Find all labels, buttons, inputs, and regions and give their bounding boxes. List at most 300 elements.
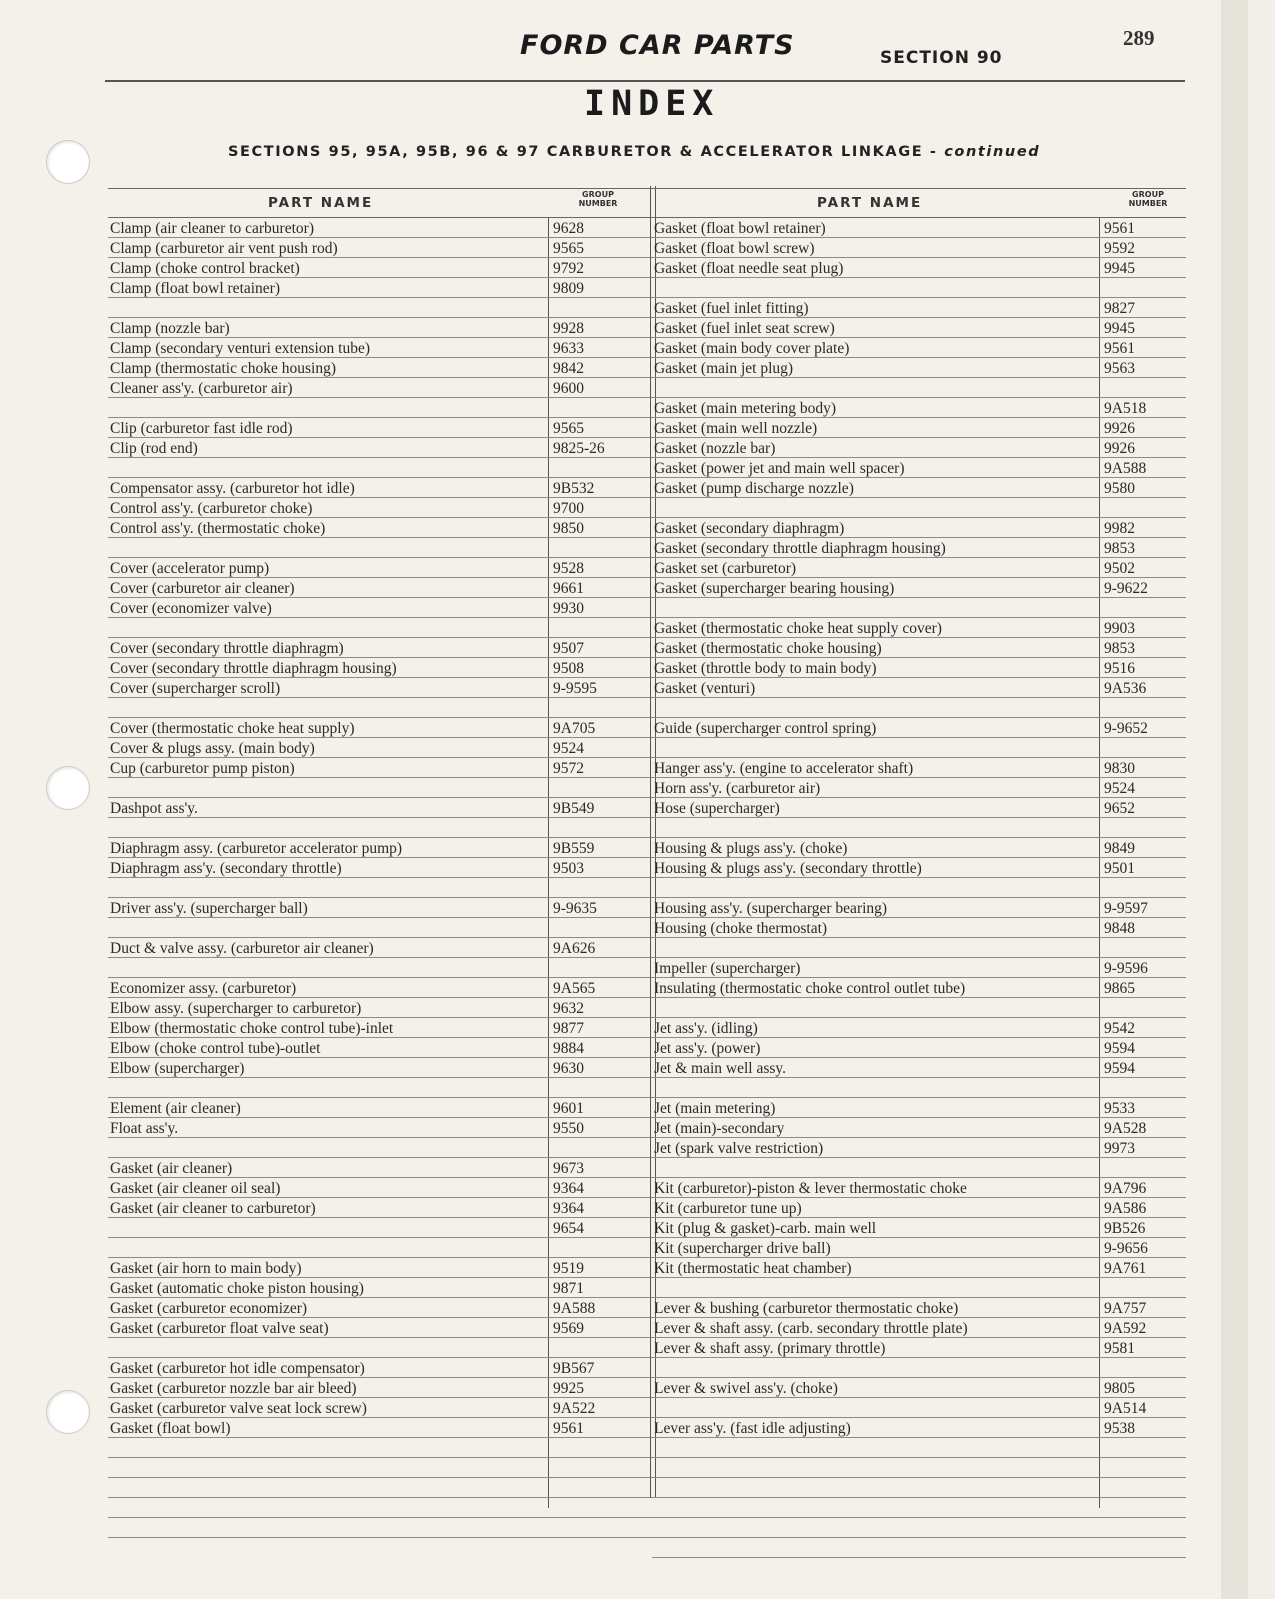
table-row	[108, 678, 652, 698]
table-row	[652, 758, 1186, 778]
binder-hole-middle	[46, 766, 90, 810]
table-row	[108, 318, 652, 338]
group-number: 9654	[553, 1220, 584, 1237]
group-number: 9805	[1104, 1380, 1135, 1397]
part-name: Kit (carburetor tune up)	[654, 1200, 802, 1217]
table-row	[652, 378, 1186, 398]
part-name: Clip (rod end)	[110, 440, 198, 457]
part-name: Cover (secondary throttle diaphragm housing)	[110, 660, 397, 677]
table-row	[652, 1138, 1186, 1158]
table-row	[652, 1158, 1186, 1178]
table-row	[108, 578, 652, 598]
table-row	[652, 1338, 1186, 1358]
left-column-header	[108, 189, 652, 218]
group-number: 9848	[1104, 920, 1135, 937]
table-row	[652, 1118, 1186, 1138]
part-name: Diaphragm ass'y. (secondary throttle)	[110, 860, 342, 877]
table-row	[652, 958, 1186, 978]
group-number: 9A514	[1104, 1400, 1147, 1417]
part-name: Driver ass'y. (supercharger ball)	[110, 900, 308, 917]
table-row	[108, 338, 652, 358]
group-number: 9630	[553, 1060, 584, 1077]
part-name: Housing & plugs ass'y. (secondary throttle)	[654, 860, 922, 877]
group-number: 9945	[1104, 320, 1135, 337]
part-name: Gasket (carburetor economizer)	[110, 1300, 308, 1317]
group-number: 9792	[553, 260, 584, 277]
group-number: 9501	[1104, 860, 1135, 877]
group-number: 9A528	[1104, 1120, 1147, 1137]
part-name: Gasket (fuel inlet seat screw)	[654, 320, 835, 337]
part-name: Insulating (thermostatic choke control outlet tube)	[654, 980, 966, 997]
section-subtitle	[228, 144, 1108, 160]
part-name: Elbow assy. (supercharger to carburetor)	[110, 1000, 362, 1017]
table-row	[652, 278, 1186, 298]
table-row	[652, 678, 1186, 698]
part-name: Lever & shaft assy. (primary throttle)	[654, 1340, 886, 1357]
part-name: Impeller (supercharger)	[654, 960, 801, 977]
table-row	[652, 478, 1186, 498]
table-row	[108, 558, 652, 578]
group-number: 9565	[553, 240, 584, 257]
group-number: 9A518	[1104, 400, 1147, 417]
group-number: 9600	[553, 380, 584, 397]
table-row	[108, 478, 652, 498]
part-name: Gasket (air cleaner)	[110, 1160, 233, 1177]
part-name: Gasket (carburetor nozzle bar air bleed)	[110, 1380, 357, 1397]
table-row	[652, 698, 1186, 718]
table-row	[108, 1138, 652, 1158]
table-row	[652, 618, 1186, 638]
table-row	[652, 1298, 1186, 1318]
binder-hole-bottom	[46, 1390, 90, 1434]
part-name: Gasket (automatic choke piston housing)	[110, 1280, 364, 1297]
table-row	[108, 718, 652, 738]
group-number: 9A761	[1104, 1260, 1147, 1277]
group-number: 9524	[553, 740, 584, 757]
group-number: 9A588	[553, 1300, 596, 1317]
group-number: 9-9656	[1104, 1240, 1148, 1257]
group-number: 9561	[1104, 220, 1135, 237]
part-name: Gasket (fuel inlet fitting)	[654, 300, 809, 317]
group-number: 9561	[1104, 340, 1135, 357]
group-number: 9A522	[553, 1400, 596, 1417]
part-name: Housing (choke thermostat)	[654, 920, 828, 937]
part-name: Gasket (secondary diaphragm)	[654, 520, 845, 537]
table-row	[652, 658, 1186, 678]
group-number: 9B549	[553, 800, 595, 817]
part-name: Lever & shaft assy. (carb. secondary throttle plate)	[654, 1320, 968, 1337]
table-row	[108, 218, 652, 238]
part-name: Kit (carburetor)-piston & lever thermostatic choke	[654, 1180, 967, 1197]
table-row	[108, 498, 652, 518]
part-name: Elbow (supercharger)	[110, 1060, 245, 1077]
part-name: Clamp (choke control bracket)	[110, 260, 300, 277]
group-number: 9925	[553, 1380, 584, 1397]
part-name: Clamp (carburetor air vent push rod)	[110, 240, 338, 257]
table-row	[652, 1038, 1186, 1058]
table-row	[652, 398, 1186, 418]
part-name: Gasket (air cleaner oil seal)	[110, 1180, 281, 1197]
part-name: Gasket (thermostatic choke housing)	[654, 640, 882, 657]
part-name: Gasket (air cleaner to carburetor)	[110, 1200, 316, 1217]
group-number: 9632	[553, 1000, 584, 1017]
group-number: 9594	[1104, 1040, 1135, 1057]
group-number: 9673	[553, 1160, 584, 1177]
table-row	[108, 838, 652, 858]
group-number: 9524	[1104, 780, 1135, 797]
group-number: 9A536	[1104, 680, 1147, 697]
table-row	[652, 258, 1186, 278]
table-row	[652, 1098, 1186, 1118]
table-row	[108, 1178, 652, 1198]
table-row	[108, 1198, 652, 1218]
table-row	[652, 1418, 1186, 1438]
table-row	[652, 1478, 1186, 1498]
part-name: Clamp (secondary venturi extension tube)	[110, 340, 370, 357]
group-number: 9533	[1104, 1100, 1135, 1117]
table-row	[108, 1118, 652, 1138]
group-number: 9563	[1104, 360, 1135, 377]
table-row	[108, 738, 652, 758]
group-number: 9A565	[553, 980, 596, 997]
table-row	[108, 1278, 652, 1298]
table-row	[652, 1398, 1186, 1418]
table-row	[108, 458, 652, 478]
group-number: 9503	[553, 860, 584, 877]
part-name: Gasket (carburetor float valve seat)	[110, 1320, 329, 1337]
table-row	[652, 1178, 1186, 1198]
part-name: Lever & swivel ass'y. (choke)	[654, 1380, 838, 1397]
group-number: 9982	[1104, 520, 1135, 537]
table-row	[652, 1258, 1186, 1278]
table-row	[108, 1218, 652, 1238]
group-number: 9601	[553, 1100, 584, 1117]
section-label: SECTION 90	[880, 48, 1003, 68]
table-row	[108, 518, 652, 538]
table-row	[652, 418, 1186, 438]
group-number: 9A592	[1104, 1320, 1147, 1337]
table-row	[652, 1238, 1186, 1258]
group-number: 9928	[553, 320, 584, 337]
part-name: Gasket set (carburetor)	[654, 560, 797, 577]
table-row	[652, 318, 1186, 338]
table-row	[652, 898, 1186, 918]
table-row	[108, 978, 652, 998]
part-name: Gasket (carburetor hot idle compensator)	[110, 1360, 365, 1377]
group-number: 9519	[553, 1260, 584, 1277]
part-name: Gasket (nozzle bar)	[654, 440, 776, 457]
part-name: Cover (supercharger scroll)	[110, 680, 281, 697]
table-row	[652, 838, 1186, 858]
table-row	[108, 858, 652, 878]
part-name: Housing & plugs ass'y. (choke)	[654, 840, 848, 857]
table-row	[652, 598, 1186, 618]
group-number: 9565	[553, 420, 584, 437]
table-row	[108, 1158, 652, 1178]
part-name: Cover (secondary throttle diaphragm)	[110, 640, 344, 657]
group-number: 9550	[553, 1120, 584, 1137]
group-number: 9502	[1104, 560, 1135, 577]
table-row	[108, 598, 652, 618]
table-row	[108, 1098, 652, 1118]
part-name: Clamp (nozzle bar)	[110, 320, 230, 337]
part-name: Gasket (carburetor valve seat lock screw)	[110, 1400, 367, 1417]
part-name: Cover (accelerator pump)	[110, 560, 270, 577]
table-row	[108, 1418, 652, 1438]
group-number: 9B526	[1104, 1220, 1146, 1237]
group-number: 9592	[1104, 240, 1135, 257]
group-number: 9-9595	[553, 680, 597, 697]
group-number: 9830	[1104, 760, 1135, 777]
part-name: Gasket (throttle body to main body)	[654, 660, 877, 677]
part-name: Economizer assy. (carburetor)	[110, 980, 297, 997]
group-number: 9B559	[553, 840, 595, 857]
table-row	[108, 1378, 652, 1398]
part-name: Gasket (thermostatic choke heat supply cover)	[654, 620, 942, 637]
page-edge	[1221, 0, 1248, 1599]
table-row	[108, 358, 652, 378]
table-row	[108, 538, 652, 558]
group-number: 9580	[1104, 480, 1135, 497]
part-name: Gasket (supercharger bearing housing)	[654, 580, 895, 597]
group-number: 9628	[553, 220, 584, 237]
table-row	[652, 558, 1186, 578]
table-row	[108, 618, 652, 638]
part-name: Cup (carburetor pump piston)	[110, 760, 295, 777]
part-name: Gasket (main body cover plate)	[654, 340, 850, 357]
table-row	[108, 1058, 652, 1078]
group-number: 9A757	[1104, 1300, 1147, 1317]
table-row	[652, 1318, 1186, 1338]
table-row	[652, 858, 1186, 878]
table-row	[108, 1458, 652, 1478]
group-number: 9B567	[553, 1360, 595, 1377]
group-number: 9849	[1104, 840, 1135, 857]
part-name: Clamp (float bowl retainer)	[110, 280, 281, 297]
part-name: Duct & valve assy. (carburetor air cleaner)	[110, 940, 374, 957]
part-name: Jet ass'y. (power)	[654, 1040, 761, 1057]
group-number: 9842	[553, 360, 584, 377]
group-number: 9581	[1104, 1340, 1135, 1357]
binder-hole-top	[46, 140, 90, 184]
part-name: Gasket (float bowl retainer)	[654, 220, 826, 237]
table-row	[108, 758, 652, 778]
part-name: Kit (plug & gasket)-carb. main well	[654, 1220, 877, 1237]
group-number: 9871	[553, 1280, 584, 1297]
part-name: Jet (main)-secondary	[654, 1120, 785, 1137]
table-row	[652, 718, 1186, 738]
table-row	[108, 1438, 652, 1458]
group-number: 9507	[553, 640, 584, 657]
table-row	[108, 418, 652, 438]
page-number: 289	[1123, 26, 1155, 50]
table-row	[108, 1318, 652, 1338]
part-name: Kit (supercharger drive ball)	[654, 1240, 831, 1257]
group-number: 9661	[553, 580, 584, 597]
table-row	[108, 258, 652, 278]
group-number: 9572	[553, 760, 584, 777]
group-number: 9877	[553, 1020, 584, 1037]
table-row	[108, 998, 652, 1018]
table-row	[108, 1038, 652, 1058]
group-number: 9594	[1104, 1060, 1135, 1077]
group-number-header: GROUP NUMBER	[1128, 190, 1168, 208]
part-name: Cleaner ass'y. (carburetor air)	[110, 380, 293, 397]
table-row	[108, 1258, 652, 1278]
table-row	[108, 1498, 652, 1518]
part-name: Element (air cleaner)	[110, 1100, 241, 1117]
table-row	[108, 1478, 652, 1498]
table-row	[108, 938, 652, 958]
part-name: Gasket (pump discharge nozzle)	[654, 480, 854, 497]
group-number: 9926	[1104, 440, 1135, 457]
part-name: Gasket (float bowl screw)	[654, 240, 815, 257]
table-row	[108, 958, 652, 978]
group-number: 9884	[553, 1040, 584, 1057]
table-row	[652, 1198, 1186, 1218]
table-row	[652, 1378, 1186, 1398]
table-row	[108, 1398, 652, 1418]
table-row	[652, 1538, 1186, 1558]
group-number: 9A588	[1104, 460, 1147, 477]
table-row	[652, 498, 1186, 518]
index-title: INDEX	[584, 84, 720, 124]
group-number: 9B532	[553, 480, 595, 497]
table-row	[108, 1238, 652, 1258]
group-number: 9865	[1104, 980, 1135, 997]
part-name: Hanger ass'y. (engine to accelerator shaft)	[654, 760, 914, 777]
group-number: 9945	[1104, 260, 1135, 277]
table-row	[108, 1338, 652, 1358]
table-row	[652, 1278, 1186, 1298]
table-row	[108, 1298, 652, 1318]
table-row	[108, 898, 652, 918]
part-name: Horn ass'y. (carburetor air)	[654, 780, 821, 797]
group-number: 9516	[1104, 660, 1135, 677]
table-row	[108, 298, 652, 318]
part-name: Clamp (thermostatic choke housing)	[110, 360, 336, 377]
left-rows	[108, 218, 652, 1538]
part-name: Cover (carburetor air cleaner)	[110, 580, 295, 597]
group-number: 9-9596	[1104, 960, 1148, 977]
group-number: 9850	[553, 520, 584, 537]
group-number: 9A586	[1104, 1200, 1147, 1217]
table-row	[652, 938, 1186, 958]
part-name: Diaphragm assy. (carburetor accelerator pump)	[110, 840, 403, 857]
table-row	[652, 1518, 1186, 1538]
part-name: Jet (spark valve restriction)	[654, 1140, 824, 1157]
part-name: Lever & bushing (carburetor thermostatic choke)	[654, 1300, 959, 1317]
table-row	[652, 298, 1186, 318]
group-number: 9364	[553, 1200, 584, 1217]
right-index-column	[652, 188, 1186, 1558]
part-name: Clip (carburetor fast idle rod)	[110, 420, 293, 437]
table-row	[108, 638, 652, 658]
group-number: 9569	[553, 1320, 584, 1337]
table-row	[652, 1358, 1186, 1378]
table-row	[652, 798, 1186, 818]
part-name-header: PART NAME	[817, 195, 923, 211]
table-row	[108, 658, 652, 678]
table-row	[652, 358, 1186, 378]
group-number: 9561	[553, 1420, 584, 1437]
group-number: 9-9635	[553, 900, 597, 917]
table-row	[108, 438, 652, 458]
subtitle-text: SECTIONS 95, 95A, 95B, 96 & 97 CARBURETOR & ACCELERATOR LINKAGE -	[228, 144, 938, 160]
table-row	[108, 378, 652, 398]
part-name: Gasket (float bowl)	[110, 1420, 231, 1437]
table-row	[652, 778, 1186, 798]
table-row	[652, 818, 1186, 838]
part-name: Gasket (secondary throttle diaphragm housing)	[654, 540, 946, 557]
table-row	[108, 1518, 652, 1538]
table-row	[108, 1358, 652, 1378]
right-column-header	[652, 189, 1186, 218]
part-name: Guide (supercharger control spring)	[654, 720, 877, 737]
table-row	[652, 1078, 1186, 1098]
group-number: 9853	[1104, 540, 1135, 557]
left-index-column	[108, 188, 652, 1538]
table-row	[652, 638, 1186, 658]
part-name: Gasket (main well nozzle)	[654, 420, 818, 437]
table-row	[652, 918, 1186, 938]
table-row	[652, 218, 1186, 238]
table-row	[652, 998, 1186, 1018]
group-number: 9652	[1104, 800, 1135, 817]
part-name: Float ass'y.	[110, 1120, 179, 1137]
part-name: Jet (main metering)	[654, 1100, 776, 1117]
table-row	[652, 338, 1186, 358]
table-row	[108, 818, 652, 838]
table-row	[108, 1018, 652, 1038]
table-row	[108, 778, 652, 798]
table-row	[652, 878, 1186, 898]
right-rows	[652, 218, 1186, 1558]
group-number: 9-9597	[1104, 900, 1148, 917]
part-name: Lever ass'y. (fast idle adjusting)	[654, 1420, 851, 1437]
group-number: 9700	[553, 500, 584, 517]
part-name: Control ass'y. (carburetor choke)	[110, 500, 313, 517]
group-number: 9827	[1104, 300, 1135, 317]
table-row	[652, 518, 1186, 538]
group-number: 9364	[553, 1180, 584, 1197]
part-name-header: PART NAME	[268, 195, 374, 211]
group-number-header: GROUP NUMBER	[578, 190, 618, 208]
part-name: Cover (thermostatic choke heat supply)	[110, 720, 355, 737]
table-row	[652, 1458, 1186, 1478]
table-row	[108, 918, 652, 938]
group-number: 9926	[1104, 420, 1135, 437]
part-name: Cover (economizer valve)	[110, 600, 272, 617]
group-number: 9825-26	[553, 440, 605, 457]
part-name: Housing ass'y. (supercharger bearing)	[654, 900, 888, 917]
part-name: Dashpot ass'y.	[110, 800, 198, 817]
part-name: Cover & plugs assy. (main body)	[110, 740, 315, 757]
group-number: 9A626	[553, 940, 596, 957]
part-name: Gasket (air horn to main body)	[110, 1260, 302, 1277]
part-name: Gasket (main jet plug)	[654, 360, 794, 377]
table-row	[108, 798, 652, 818]
group-number: 9809	[553, 280, 584, 297]
group-number: 9538	[1104, 1420, 1135, 1437]
part-name: Hose (supercharger)	[654, 800, 780, 817]
table-row	[108, 398, 652, 418]
table-row	[652, 738, 1186, 758]
table-row	[652, 238, 1186, 258]
subtitle-continued: continued	[944, 144, 1041, 160]
part-name: Elbow (thermostatic choke control tube)-inlet	[110, 1020, 394, 1037]
group-number: 9-9652	[1104, 720, 1148, 737]
